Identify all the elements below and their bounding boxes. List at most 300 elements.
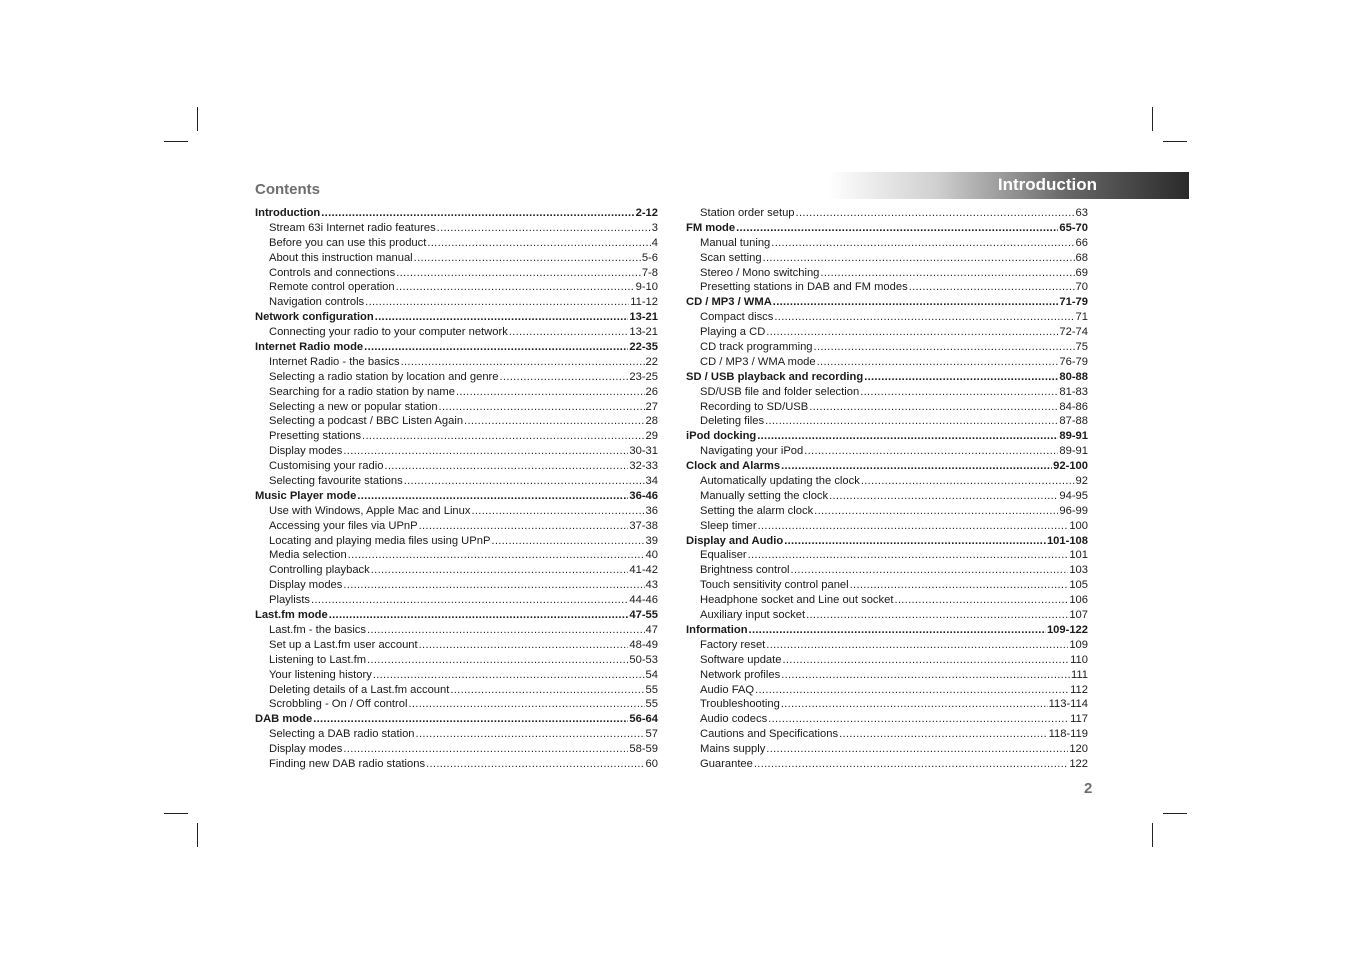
dot-leader bbox=[850, 578, 1069, 593]
toc-entry-pages: 63 bbox=[1075, 207, 1088, 219]
toc-entry-pages: 112 bbox=[1070, 683, 1088, 696]
toc-section-entry[interactable] bbox=[255, 310, 658, 325]
dot-leader bbox=[814, 340, 1075, 355]
toc-entry-label: Selecting a new or popular station bbox=[269, 400, 438, 413]
toc-entry-label: Factory reset bbox=[700, 638, 766, 651]
toc-entry-label: Stereo / Mono switching bbox=[700, 266, 820, 279]
toc-entry-pages: 111 bbox=[1070, 668, 1088, 681]
toc-entry[interactable] bbox=[255, 563, 658, 578]
dot-leader bbox=[864, 370, 1058, 385]
toc-entry-label: Deleting details of a Last.fm account bbox=[269, 683, 450, 696]
toc-entry-pages: 71-79 bbox=[1059, 296, 1088, 309]
toc-entry[interactable] bbox=[255, 444, 658, 459]
toc-entry[interactable] bbox=[686, 340, 1088, 355]
toc-entry-label: Equaliser bbox=[700, 549, 747, 562]
toc-entry-pages: 4 bbox=[651, 236, 658, 249]
dot-leader bbox=[829, 489, 1058, 504]
toc-entry-pages: 23-25 bbox=[629, 370, 658, 383]
toc-entry[interactable] bbox=[686, 280, 1088, 295]
toc-entry-label: Information bbox=[686, 623, 748, 636]
dot-leader bbox=[766, 742, 1068, 757]
toc-entry[interactable] bbox=[686, 683, 1088, 698]
toc-entry[interactable] bbox=[255, 400, 658, 415]
dot-leader bbox=[804, 444, 1058, 459]
dot-leader bbox=[419, 638, 629, 653]
toc-entry-label: Mains supply bbox=[700, 743, 766, 756]
dot-leader bbox=[362, 429, 645, 444]
toc-entry-label: Audio FAQ bbox=[700, 683, 755, 696]
toc-entry[interactable] bbox=[686, 668, 1088, 683]
crop-mark bbox=[1152, 823, 1153, 847]
toc-entry[interactable] bbox=[686, 608, 1088, 623]
toc-entry-pages: 50-53 bbox=[629, 653, 658, 666]
toc-entry[interactable] bbox=[255, 623, 658, 638]
toc-section-entry[interactable] bbox=[686, 295, 1088, 310]
toc-entry-label: Remote control operation bbox=[269, 281, 395, 294]
dot-leader bbox=[861, 474, 1075, 489]
toc-entry-pages: 101 bbox=[1069, 549, 1088, 562]
dot-leader bbox=[500, 370, 629, 385]
dot-leader bbox=[763, 251, 1075, 266]
dot-leader bbox=[860, 385, 1058, 400]
dot-leader bbox=[416, 727, 645, 742]
toc-entry-pages: 36 bbox=[645, 504, 658, 517]
dot-leader bbox=[509, 325, 629, 340]
toc-entry[interactable] bbox=[255, 370, 658, 385]
toc-entry-label: About this instruction manual bbox=[269, 251, 413, 264]
toc-entry-label: Finding new DAB radio stations bbox=[269, 757, 426, 770]
toc-entry-pages: 107 bbox=[1069, 609, 1088, 622]
toc-entry-pages: 26 bbox=[645, 385, 658, 398]
toc-entry[interactable] bbox=[686, 727, 1088, 742]
toc-entry-pages: 39 bbox=[645, 534, 658, 547]
toc-entry[interactable] bbox=[255, 727, 658, 742]
toc-entry[interactable] bbox=[255, 236, 658, 251]
dot-leader bbox=[348, 548, 645, 563]
toc-entry-pages: 13-21 bbox=[629, 326, 658, 339]
toc-entry[interactable] bbox=[686, 653, 1088, 668]
toc-entry-label: Auxiliary input socket bbox=[700, 609, 806, 622]
toc-entry[interactable] bbox=[255, 474, 658, 489]
toc-entry-label: SD/USB file and folder selection bbox=[700, 385, 860, 398]
toc-entry-pages: 96-99 bbox=[1059, 504, 1088, 517]
dot-leader bbox=[748, 548, 1069, 563]
toc-right-column bbox=[686, 206, 1088, 772]
dot-leader bbox=[809, 400, 1058, 415]
toc-section-entry[interactable] bbox=[255, 489, 658, 504]
toc-entry[interactable] bbox=[686, 578, 1088, 593]
dot-leader bbox=[765, 414, 1058, 429]
dot-leader bbox=[450, 683, 644, 698]
toc-entry[interactable] bbox=[255, 355, 658, 370]
toc-entry-pages: 9-10 bbox=[635, 281, 658, 294]
toc-entry-pages: 75 bbox=[1075, 341, 1088, 354]
contents-heading: Contents bbox=[255, 181, 320, 198]
dot-leader bbox=[321, 206, 634, 221]
dot-leader bbox=[408, 697, 644, 712]
toc-entry-pages: 65-70 bbox=[1059, 221, 1088, 234]
dot-leader bbox=[736, 221, 1058, 236]
toc-entry-label: Accessing your files via UPnP bbox=[269, 519, 418, 532]
toc-entry-pages: 36-46 bbox=[629, 489, 658, 502]
toc-entry-pages: 56-64 bbox=[629, 713, 658, 726]
toc-entry[interactable] bbox=[255, 385, 658, 400]
toc-entry-label: Selecting a radio station by location and genre bbox=[269, 370, 499, 383]
toc-entry-pages: 105 bbox=[1069, 579, 1088, 592]
toc-entry-pages: 103 bbox=[1069, 564, 1088, 577]
toc-entry-label: Connecting your radio to your computer network bbox=[269, 326, 508, 339]
toc-entry[interactable] bbox=[686, 251, 1088, 266]
toc-entry-label: Navigating your iPod bbox=[700, 445, 804, 458]
toc-entry-label: Headphone socket and Line out socket bbox=[700, 594, 894, 607]
toc-entry[interactable] bbox=[686, 489, 1088, 504]
toc-entry-label: Network profiles bbox=[700, 668, 781, 681]
toc-entry[interactable] bbox=[686, 414, 1088, 429]
toc-entry-pages: 7-8 bbox=[641, 266, 658, 279]
toc-section-entry[interactable] bbox=[686, 370, 1088, 385]
toc-section-entry[interactable] bbox=[686, 429, 1088, 444]
toc-entry-label: Scan setting bbox=[700, 251, 762, 264]
toc-entry-pages: 22 bbox=[645, 355, 658, 368]
dot-leader bbox=[814, 504, 1058, 519]
toc-entry-pages: 58-59 bbox=[629, 743, 658, 756]
toc-entry[interactable] bbox=[255, 325, 658, 340]
toc-entry-pages: 28 bbox=[645, 415, 658, 428]
toc-entry-label: Media selection bbox=[269, 549, 347, 562]
toc-entry[interactable] bbox=[686, 266, 1088, 281]
toc-entry-pages: 27 bbox=[645, 400, 658, 413]
toc-section-entry[interactable] bbox=[686, 459, 1088, 474]
dot-leader bbox=[839, 727, 1048, 742]
toc-entry-label: Use with Windows, Apple Mac and Linux bbox=[269, 504, 471, 517]
toc-entry-pages: 13-21 bbox=[629, 311, 658, 324]
toc-entry[interactable] bbox=[686, 519, 1088, 534]
dot-leader bbox=[419, 519, 629, 534]
toc-entry[interactable] bbox=[686, 355, 1088, 370]
toc-entry-pages: 109-122 bbox=[1046, 623, 1088, 636]
toc-entry-label: Before you can use this product bbox=[269, 236, 427, 249]
dot-leader bbox=[437, 221, 651, 236]
toc-entry-pages: 41-42 bbox=[629, 564, 658, 577]
toc-entry[interactable] bbox=[686, 504, 1088, 519]
dot-leader bbox=[755, 683, 1069, 698]
toc-entry-pages: 2-12 bbox=[635, 207, 658, 219]
toc-entry-pages: 70 bbox=[1075, 281, 1088, 294]
toc-entry-label: Deleting files bbox=[700, 415, 765, 428]
toc-section-entry[interactable] bbox=[686, 623, 1088, 638]
dot-leader bbox=[313, 712, 628, 727]
toc-entry[interactable] bbox=[255, 504, 658, 519]
toc-entry-label: Your listening history bbox=[269, 668, 372, 681]
toc-entry[interactable] bbox=[255, 757, 658, 772]
toc-entry-label: Searching for a radio station by name bbox=[269, 385, 455, 398]
toc-entry-label: Customising your radio bbox=[269, 460, 384, 473]
toc-entry-pages: 30-31 bbox=[629, 445, 658, 458]
dot-leader bbox=[791, 563, 1069, 578]
toc-entry-label: DAB mode bbox=[255, 713, 313, 726]
toc-entry-label: Audio codecs bbox=[700, 713, 768, 726]
toc-entry-label: CD / MP3 / WMA mode bbox=[700, 355, 816, 368]
crop-mark bbox=[197, 823, 198, 847]
toc-entry-pages: 118-119 bbox=[1048, 728, 1088, 741]
toc-entry-label: Internet Radio mode bbox=[255, 341, 364, 354]
toc-entry[interactable] bbox=[686, 563, 1088, 578]
toc-entry[interactable] bbox=[686, 742, 1088, 757]
dot-leader bbox=[749, 623, 1046, 638]
toc-entry-label: Cautions and Specifications bbox=[700, 728, 839, 741]
dot-leader bbox=[820, 266, 1074, 281]
dot-leader bbox=[401, 355, 645, 370]
toc-entry-pages: 43 bbox=[645, 579, 658, 592]
toc-entry-label: Sleep timer bbox=[700, 519, 757, 532]
toc-entry-label: Clock and Alarms bbox=[686, 460, 781, 473]
toc-entry[interactable] bbox=[686, 206, 1088, 221]
dot-leader bbox=[456, 385, 645, 400]
toc-entry-pages: 37-38 bbox=[629, 519, 658, 532]
toc-entry-pages: 40 bbox=[645, 549, 658, 562]
toc-entry-label: Network configuration bbox=[255, 311, 374, 324]
toc-entry-pages: 89-91 bbox=[1059, 430, 1088, 443]
toc-entry-label: Display and Audio bbox=[686, 534, 784, 547]
toc-entry[interactable] bbox=[255, 266, 658, 281]
toc-entry-label: Software update bbox=[700, 653, 782, 666]
dot-leader bbox=[414, 251, 641, 266]
toc-section-entry[interactable] bbox=[255, 712, 658, 727]
dot-leader bbox=[771, 236, 1074, 251]
crop-mark bbox=[1163, 141, 1187, 142]
dot-leader bbox=[343, 444, 628, 459]
toc-entry-label: Guarantee bbox=[700, 757, 753, 770]
toc-entry-label: iPod docking bbox=[686, 430, 757, 443]
dot-leader bbox=[426, 757, 644, 772]
toc-entry-pages: 66 bbox=[1075, 236, 1088, 249]
dot-leader bbox=[757, 429, 1058, 444]
toc-entry-label: Station order setup bbox=[700, 207, 795, 219]
toc-section-entry[interactable] bbox=[686, 221, 1088, 236]
toc-entry-pages: 117 bbox=[1070, 713, 1088, 726]
dot-leader bbox=[367, 623, 645, 638]
toc-entry-label: Controls and connections bbox=[269, 266, 396, 279]
toc-entry[interactable] bbox=[255, 548, 658, 563]
toc-entry[interactable] bbox=[255, 742, 658, 757]
toc-entry[interactable] bbox=[686, 697, 1088, 712]
toc-entry[interactable] bbox=[686, 548, 1088, 563]
toc-entry[interactable] bbox=[255, 251, 658, 266]
toc-entry-pages: 55 bbox=[645, 698, 658, 711]
toc-entry-pages: 60 bbox=[645, 757, 658, 770]
toc-entry-pages: 106 bbox=[1069, 594, 1088, 607]
toc-entry-label: Setting the alarm clock bbox=[700, 504, 814, 517]
dot-leader bbox=[758, 519, 1069, 534]
toc-entry-pages: 48-49 bbox=[629, 638, 658, 651]
dot-leader bbox=[781, 459, 1052, 474]
dot-leader bbox=[364, 340, 628, 355]
toc-entry-pages: 92-100 bbox=[1053, 460, 1088, 473]
toc-entry-label: Compact discs bbox=[700, 311, 774, 324]
toc-entry-label: Selecting favourite stations bbox=[269, 475, 403, 488]
toc-entry[interactable] bbox=[686, 310, 1088, 325]
dot-leader bbox=[781, 697, 1048, 712]
toc-entry[interactable] bbox=[686, 638, 1088, 653]
toc-entry-label: Brightness control bbox=[700, 564, 790, 577]
toc-entry-label: Display modes bbox=[269, 445, 343, 458]
toc-entry[interactable] bbox=[255, 414, 658, 429]
dot-leader bbox=[774, 310, 1074, 325]
toc-entry-pages: 92 bbox=[1075, 475, 1088, 488]
toc-entry-pages: 55 bbox=[645, 683, 658, 696]
toc-entry[interactable] bbox=[255, 697, 658, 712]
toc-entry-pages: 72-74 bbox=[1059, 326, 1088, 339]
toc-entry-label: SD / USB playback and recording bbox=[686, 370, 864, 383]
toc-entry-label: CD track programming bbox=[700, 341, 813, 354]
toc-entry[interactable] bbox=[255, 578, 658, 593]
toc-entry-label: Last.fm - the basics bbox=[269, 623, 366, 636]
toc-entry-pages: 109 bbox=[1069, 638, 1088, 651]
toc-entry-pages: 32-33 bbox=[629, 460, 658, 473]
toc-entry-pages: 11-12 bbox=[630, 296, 658, 309]
dot-leader bbox=[343, 742, 628, 757]
dot-leader bbox=[464, 414, 645, 429]
toc-entry-pages: 47 bbox=[645, 623, 658, 636]
section-banner-title: Introduction bbox=[997, 175, 1097, 194]
toc-entry-label: Display modes bbox=[269, 579, 343, 592]
dot-leader bbox=[491, 534, 644, 549]
dot-leader bbox=[396, 266, 641, 281]
toc-entry-pages: 71 bbox=[1075, 311, 1088, 324]
dot-leader bbox=[806, 608, 1068, 623]
dot-leader bbox=[471, 504, 644, 519]
toc-entry-label: Controlling playback bbox=[269, 564, 370, 577]
crop-mark bbox=[197, 107, 198, 131]
toc-entry-label: Playlists bbox=[269, 594, 311, 607]
dot-leader bbox=[768, 712, 1069, 727]
toc-entry-pages: 68 bbox=[1075, 251, 1088, 264]
toc-entry-label: Presetting stations in DAB and FM modes bbox=[700, 281, 908, 294]
dot-leader bbox=[404, 474, 645, 489]
toc-entry[interactable] bbox=[686, 385, 1088, 400]
toc-entry-label: Playing a CD bbox=[700, 326, 766, 339]
toc-entry[interactable] bbox=[255, 534, 658, 549]
dot-leader bbox=[396, 280, 635, 295]
toc-section-entry[interactable] bbox=[686, 534, 1088, 549]
toc-entry-label: Scrobbling - On / Off control bbox=[269, 698, 408, 711]
toc-entry[interactable] bbox=[255, 593, 658, 608]
crop-mark bbox=[1163, 813, 1187, 814]
dot-leader bbox=[796, 206, 1075, 221]
toc-entry-pages: 110 bbox=[1070, 653, 1088, 666]
toc-entry[interactable] bbox=[686, 474, 1088, 489]
crop-mark bbox=[1152, 107, 1153, 131]
toc-entry[interactable] bbox=[255, 683, 658, 698]
dot-leader bbox=[909, 280, 1075, 295]
toc-entry[interactable] bbox=[686, 444, 1088, 459]
toc-section-entry[interactable] bbox=[255, 206, 658, 221]
toc-entry-pages: 80-88 bbox=[1059, 370, 1088, 383]
toc-entry[interactable] bbox=[686, 236, 1088, 251]
toc-entry-label: Stream 63i Internet radio features bbox=[269, 221, 436, 234]
dot-leader bbox=[894, 593, 1068, 608]
dot-leader bbox=[365, 295, 629, 310]
toc-entry-label: Troubleshooting bbox=[700, 698, 780, 711]
toc-entry-pages: 101-108 bbox=[1046, 534, 1088, 547]
toc-entry-label: Touch sensitivity control panel bbox=[700, 579, 849, 592]
crop-mark bbox=[164, 141, 188, 142]
crop-mark bbox=[164, 813, 188, 814]
toc-entry-label: Manual tuning bbox=[700, 236, 771, 249]
section-banner bbox=[828, 172, 1189, 199]
dot-leader bbox=[781, 668, 1070, 683]
toc-entry-label: Presetting stations bbox=[269, 430, 362, 443]
toc-entry[interactable] bbox=[255, 280, 658, 295]
dot-leader bbox=[766, 325, 1058, 340]
dot-leader bbox=[782, 653, 1069, 668]
toc-entry-label: Listening to Last.fm bbox=[269, 653, 367, 666]
toc-entry[interactable] bbox=[255, 459, 658, 474]
dot-leader bbox=[784, 534, 1046, 549]
toc-entry-label: Selecting a DAB radio station bbox=[269, 728, 415, 741]
toc-entry-pages: 34 bbox=[645, 475, 658, 488]
toc-entry[interactable] bbox=[255, 295, 658, 310]
toc-section-entry[interactable] bbox=[255, 340, 658, 355]
toc-entry[interactable] bbox=[255, 638, 658, 653]
dot-leader bbox=[311, 593, 628, 608]
toc-entry-pages: 29 bbox=[645, 430, 658, 443]
toc-entry-pages: 76-79 bbox=[1059, 355, 1088, 368]
toc-entry-pages: 54 bbox=[645, 668, 658, 681]
toc-entry-label: Navigation controls bbox=[269, 296, 365, 309]
toc-entry-label: CD / MP3 / WMA bbox=[686, 296, 772, 309]
toc-entry-label: Selecting a podcast / BBC Listen Again bbox=[269, 415, 464, 428]
toc-section-entry[interactable] bbox=[255, 608, 658, 623]
toc-entry-pages: 5-6 bbox=[641, 251, 658, 264]
toc-entry-label: FM mode bbox=[686, 221, 736, 234]
dot-leader bbox=[343, 578, 644, 593]
toc-entry-pages: 81-83 bbox=[1059, 385, 1088, 398]
toc-entry[interactable] bbox=[255, 653, 658, 668]
toc-entry-pages: 94-95 bbox=[1059, 489, 1088, 502]
toc-entry[interactable] bbox=[686, 325, 1088, 340]
toc-entry[interactable] bbox=[686, 712, 1088, 727]
toc-entry-pages: 84-86 bbox=[1059, 400, 1088, 413]
dot-leader bbox=[329, 608, 629, 623]
toc-entry-pages: 3 bbox=[651, 221, 658, 234]
dot-leader bbox=[439, 400, 645, 415]
toc-entry-label: Introduction bbox=[255, 207, 321, 219]
dot-leader bbox=[427, 236, 650, 251]
toc-entry-label: Manually setting the clock bbox=[700, 489, 829, 502]
toc-entry[interactable] bbox=[686, 400, 1088, 415]
toc-entry[interactable] bbox=[255, 519, 658, 534]
toc-entry[interactable] bbox=[686, 757, 1088, 772]
toc-entry[interactable] bbox=[255, 221, 658, 236]
dot-leader bbox=[754, 757, 1068, 772]
page-number: 2 bbox=[1084, 780, 1093, 797]
toc-entry-pages: 100 bbox=[1069, 519, 1088, 532]
toc-left-column bbox=[255, 206, 658, 772]
dot-leader bbox=[357, 489, 628, 504]
toc-entry[interactable] bbox=[255, 429, 658, 444]
dot-leader bbox=[817, 355, 1059, 370]
dot-leader bbox=[384, 459, 628, 474]
toc-entry[interactable] bbox=[686, 593, 1088, 608]
toc-entry-pages: 89-91 bbox=[1059, 445, 1088, 458]
toc-entry-pages: 120 bbox=[1069, 743, 1088, 756]
toc-entry-label: Recording to SD/USB bbox=[700, 400, 809, 413]
toc-entry-pages: 122 bbox=[1069, 757, 1088, 770]
dot-leader bbox=[367, 653, 628, 668]
toc-entry-label: Display modes bbox=[269, 743, 343, 756]
toc-entry[interactable] bbox=[255, 668, 658, 683]
